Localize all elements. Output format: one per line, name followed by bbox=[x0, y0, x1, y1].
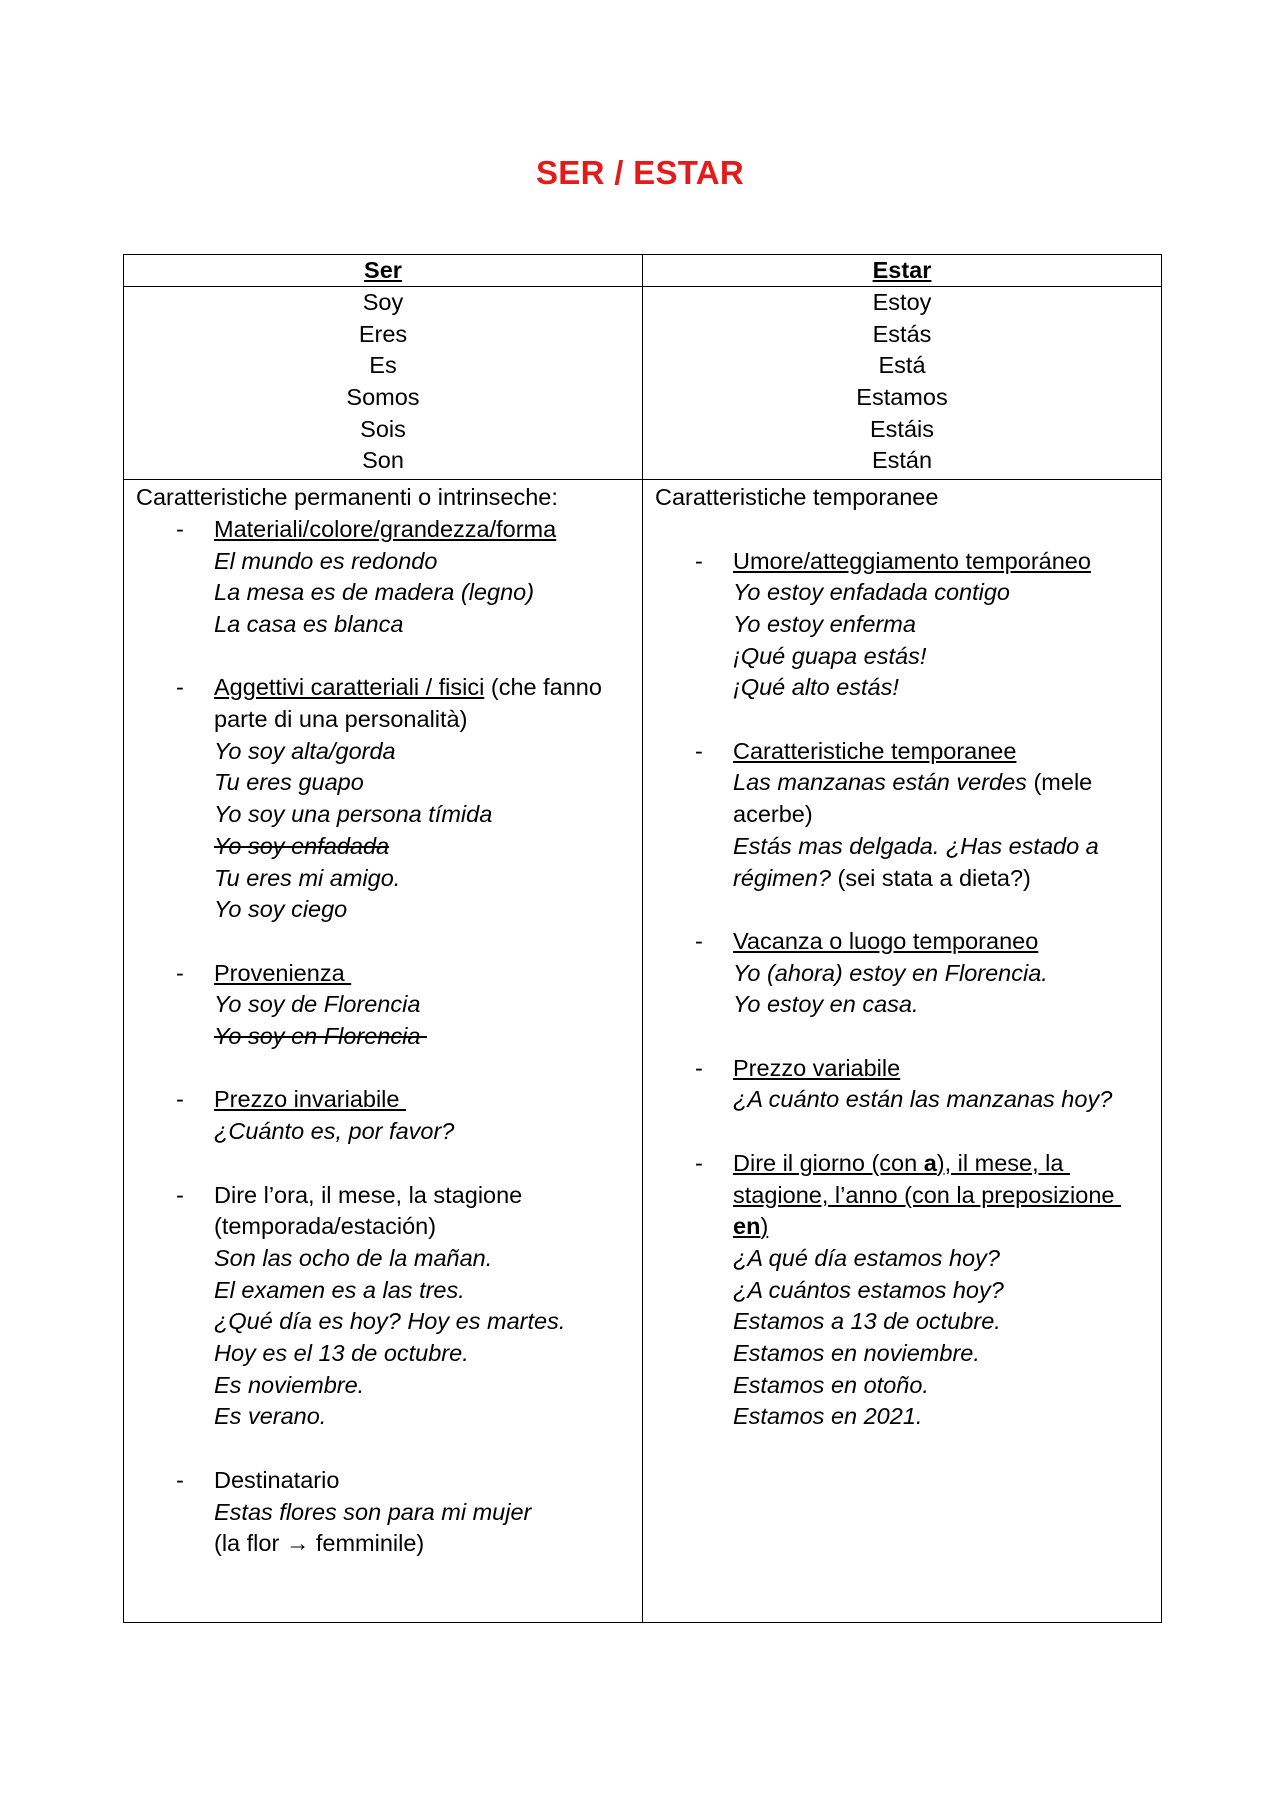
example bbox=[733, 831, 1151, 894]
example: Tu eres mi amigo. bbox=[214, 864, 401, 891]
header-estar: Estar bbox=[643, 255, 1162, 287]
ser-usage-cell bbox=[124, 480, 643, 1623]
section-heading: Umore/atteggiamento temporáneo bbox=[733, 547, 1091, 574]
section-heading: Dire l’ora, il mese, la stagione (temporada/estación) bbox=[214, 1181, 523, 1240]
header-ser: Ser bbox=[124, 255, 643, 287]
conjugation: Son bbox=[362, 447, 404, 474]
section-heading bbox=[733, 1148, 1151, 1243]
heading-bold: a bbox=[923, 1149, 937, 1176]
conjugation: Estoy bbox=[872, 289, 932, 315]
conjugation: Sois bbox=[360, 415, 406, 442]
example: ¿Qué día es hoy? Hoy es martes. bbox=[214, 1308, 566, 1335]
ser-section-adjectives bbox=[136, 672, 632, 926]
section-heading: Caratteristiche temporanee bbox=[733, 737, 1017, 764]
example: Hoy es el 13 de octubre. bbox=[214, 1340, 469, 1367]
heading-bold: en bbox=[733, 1213, 761, 1240]
section-heading: Provenienza bbox=[214, 959, 352, 986]
conjugation: Estáis bbox=[870, 415, 934, 442]
estar-section-price bbox=[655, 1053, 1151, 1116]
example-text: Estás mas delgada. ¿Has estado a régimen? bbox=[733, 832, 1099, 891]
conjugation: Eres bbox=[358, 320, 408, 347]
example: Yo soy ciego bbox=[214, 896, 348, 923]
example-translation: (mele acerbe) bbox=[733, 769, 1093, 828]
section-heading: Prezzo variabile bbox=[733, 1054, 901, 1081]
example: Tu eres guapo bbox=[214, 769, 364, 796]
ser-estar-table bbox=[123, 254, 1162, 1623]
example-note bbox=[214, 1528, 632, 1560]
example: ¿A qué día estamos hoy? bbox=[733, 1244, 1000, 1271]
note-text: femminile) bbox=[309, 1530, 425, 1557]
bullet-dash: - bbox=[176, 1181, 184, 1208]
heading-rest: (che fanno parte di una personalità) bbox=[214, 674, 602, 733]
estar-conjugations bbox=[643, 287, 1162, 480]
bullet-dash: - bbox=[176, 515, 184, 542]
section-heading: Prezzo invariabile bbox=[214, 1086, 407, 1113]
heading-text: ), il mese, la stagione, l’anno (con la preposizione bbox=[733, 1149, 1122, 1208]
conjugation-row bbox=[124, 287, 1162, 480]
estar-usage-cell bbox=[643, 480, 1162, 1623]
example-struck: Yo soy enfadada bbox=[214, 832, 390, 859]
conjugation: Es bbox=[369, 352, 397, 379]
example: Estas flores son para mi mujer bbox=[214, 1498, 532, 1525]
example: Son las ocho de la mañan. bbox=[214, 1244, 493, 1271]
ser-section-materials bbox=[136, 514, 632, 641]
ser-section-price bbox=[136, 1084, 632, 1147]
example: ¿A cuántos estamos hoy? bbox=[733, 1276, 1004, 1303]
example: La casa es blanca bbox=[214, 610, 404, 637]
usage-row bbox=[124, 480, 1162, 1623]
bullet-dash: - bbox=[695, 737, 703, 764]
conjugation: Somos bbox=[346, 384, 420, 411]
arrow-right-icon: → bbox=[285, 1530, 310, 1557]
section-heading: Vacanza o luogo temporaneo bbox=[733, 927, 1039, 954]
example bbox=[733, 767, 1151, 830]
section-heading: Materiali/colore/grandezza/forma bbox=[214, 515, 557, 542]
conjugation: Soy bbox=[362, 289, 404, 315]
example: Yo (ahora) estoy en Florencia. bbox=[733, 959, 1048, 986]
example: Yo soy una persona tímida bbox=[214, 801, 493, 828]
heading-underlined: Aggettivi caratteriali / fisici bbox=[214, 674, 485, 701]
ser-section-time bbox=[136, 1180, 632, 1434]
example: El examen es a las tres. bbox=[214, 1276, 465, 1303]
example: Yo estoy enferma bbox=[733, 610, 916, 637]
estar-intro: Caratteristiche temporanee bbox=[655, 484, 939, 511]
section-heading: Destinatario bbox=[214, 1466, 340, 1493]
section-heading bbox=[214, 672, 632, 735]
bullet-dash: - bbox=[695, 1054, 703, 1081]
bullet-dash: - bbox=[695, 547, 703, 574]
heading-text: Dire il giorno (con bbox=[733, 1149, 924, 1176]
bullet-dash: - bbox=[695, 1149, 703, 1176]
bullet-dash: - bbox=[176, 959, 184, 986]
example: ¿Cuánto es, por favor? bbox=[214, 1118, 455, 1145]
bullet-dash: - bbox=[176, 674, 184, 701]
conjugation: Estamos bbox=[856, 384, 948, 411]
example: Estamos en noviembre. bbox=[733, 1340, 980, 1367]
conjugation: Está bbox=[878, 352, 926, 379]
conjugation: Están bbox=[871, 447, 933, 474]
estar-section-date bbox=[655, 1148, 1151, 1433]
example: Es noviembre. bbox=[214, 1371, 365, 1398]
example: Es verano. bbox=[214, 1403, 327, 1430]
example: Yo soy de Florencia bbox=[214, 991, 421, 1018]
estar-section-temporary bbox=[655, 736, 1151, 895]
estar-section-mood bbox=[655, 546, 1151, 705]
example: Estamos a 13 de octubre. bbox=[733, 1308, 1001, 1335]
ser-section-origin bbox=[136, 958, 632, 1053]
ser-intro: Caratteristiche permanenti o intrinseche: bbox=[136, 484, 558, 511]
example: Yo soy alta/gorda bbox=[214, 737, 396, 764]
ser-conjugations bbox=[124, 287, 643, 480]
bullet-dash: - bbox=[695, 927, 703, 954]
example-struck: Yo soy en Florencia bbox=[214, 1023, 427, 1050]
example: Estamos en otoño. bbox=[733, 1371, 929, 1398]
ser-section-recipient bbox=[136, 1465, 632, 1560]
example-text: Las manzanas están verdes bbox=[733, 769, 1027, 796]
heading-text: ) bbox=[760, 1213, 769, 1240]
conjugation: Estás bbox=[872, 320, 932, 347]
header-row bbox=[124, 255, 1162, 287]
note-text: (la flor bbox=[214, 1530, 286, 1557]
example: ¡Qué guapa estás! bbox=[733, 642, 927, 669]
example: La mesa es de madera (legno) bbox=[214, 579, 535, 606]
bullet-dash: - bbox=[176, 1466, 184, 1493]
example: ¿A cuánto están las manzanas hoy? bbox=[733, 1086, 1113, 1113]
example: ¡Qué alto estás! bbox=[733, 674, 899, 701]
example-translation: (sei stata a dieta?) bbox=[830, 864, 1031, 891]
estar-section-place bbox=[655, 926, 1151, 1021]
page-title: SER / ESTAR bbox=[535, 154, 745, 191]
example: Yo estoy enfadada contigo bbox=[733, 579, 1010, 606]
example: Yo estoy en casa. bbox=[733, 991, 919, 1018]
example: El mundo es redondo bbox=[214, 547, 438, 574]
bullet-dash: - bbox=[176, 1086, 184, 1113]
example: Estamos en 2021. bbox=[733, 1403, 923, 1430]
